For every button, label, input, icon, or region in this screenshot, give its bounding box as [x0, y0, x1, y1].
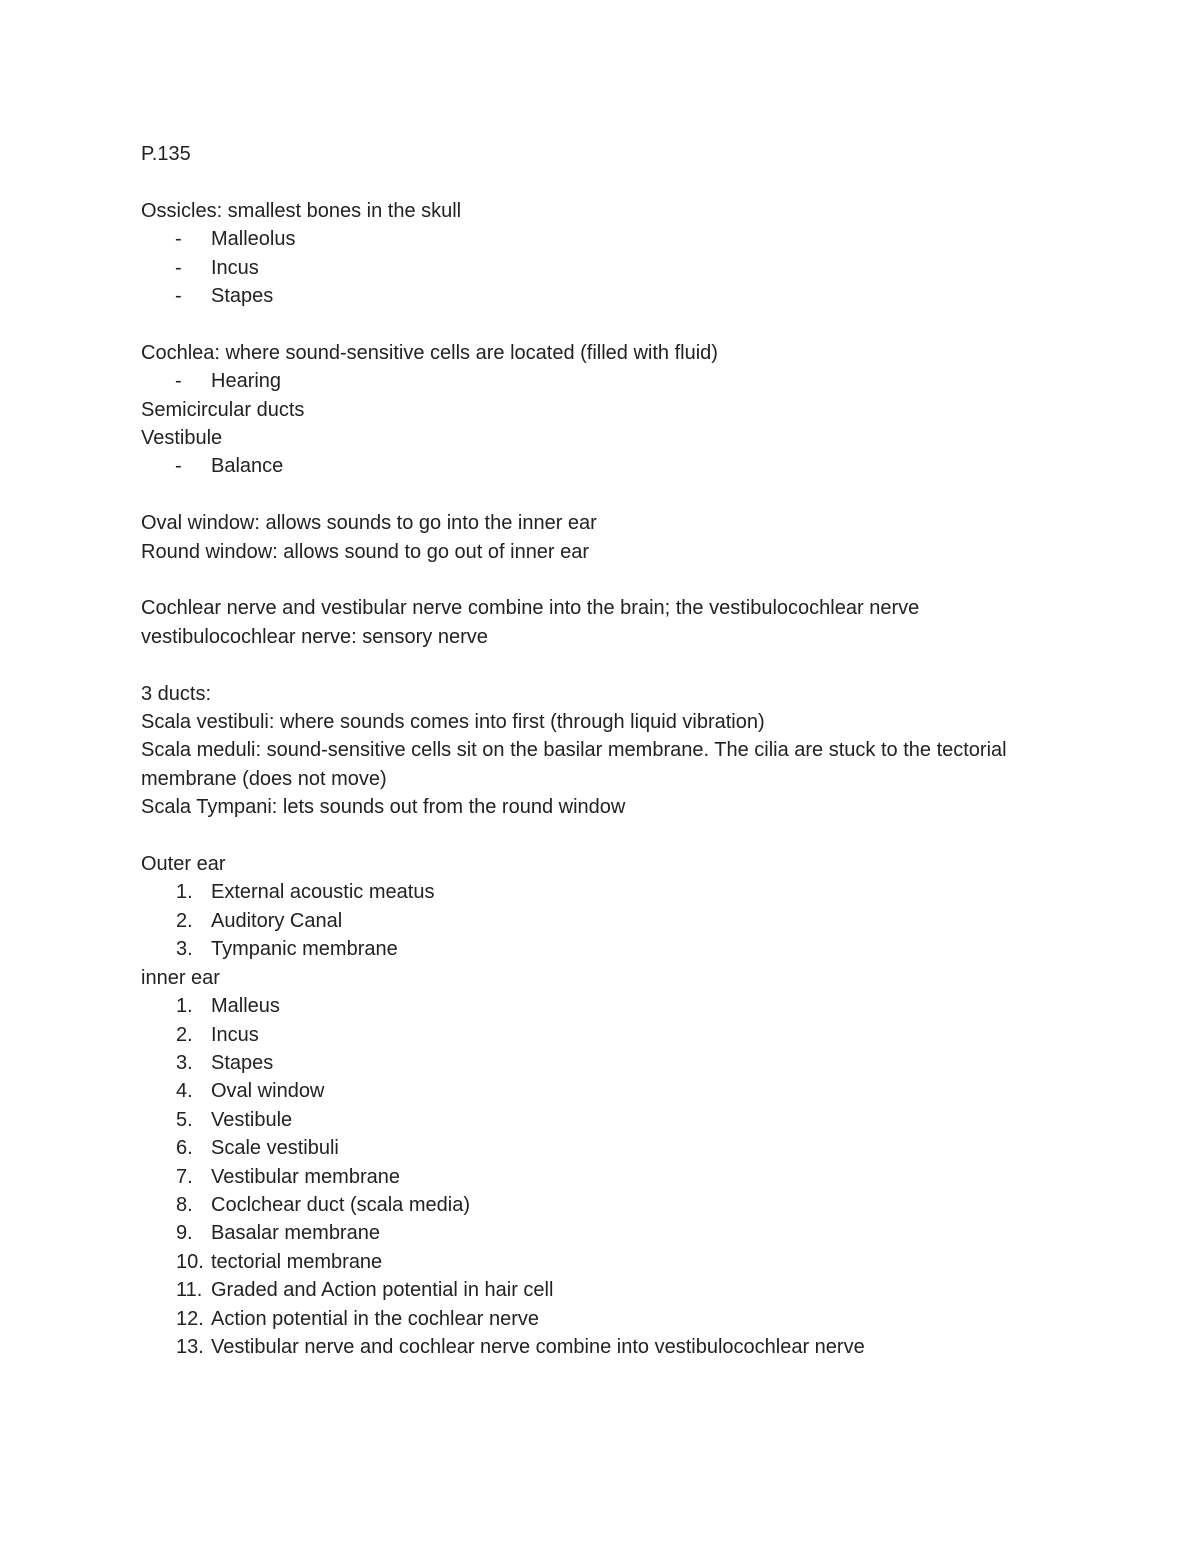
numbered-list-item	[141, 1248, 1021, 1276]
numbered-list-item	[141, 1219, 1021, 1247]
list-number: 1.	[176, 995, 193, 1018]
list-number: 6.	[176, 1137, 193, 1160]
numbered-list-item	[141, 1021, 1021, 1049]
list-item-text: Oval window	[211, 1080, 325, 1103]
list-number: 5.	[176, 1108, 193, 1131]
list-item: - Stapes	[141, 282, 1021, 310]
numbered-list-item	[141, 1305, 1021, 1333]
numbered-list-item	[141, 1276, 1021, 1304]
list-item-text: Graded and Action potential in hair cell	[211, 1279, 554, 1302]
list-number: 10.	[176, 1250, 204, 1273]
semicircular-line: Semicircular ducts	[141, 398, 305, 421]
spacer	[141, 822, 1021, 850]
list-number: 1.	[176, 881, 193, 904]
list-item-text: Scale vestibuli	[211, 1137, 339, 1160]
cochlea-heading: Cochlea: where sound-sensitive cells are located (filled with fluid)	[141, 341, 718, 364]
list-number: 4.	[176, 1080, 193, 1103]
inner-ear-heading: inner ear	[141, 966, 220, 989]
numbered-list-item	[141, 907, 1021, 935]
list-number: 9.	[176, 1222, 193, 1245]
list-number: 2.	[176, 909, 193, 932]
numbered-list-item	[141, 1333, 1021, 1361]
numbered-list-item	[141, 935, 1021, 963]
list-item-text: Vestibular nerve and cochlear nerve combine into vestibulocochlear nerve	[211, 1335, 865, 1358]
ducts-heading: 3 ducts:	[141, 682, 212, 705]
scala-tympani-line: Scala Tympani: lets sounds out from the round window	[141, 796, 626, 819]
numbered-list-item	[141, 992, 1021, 1020]
dash-bullet: -	[175, 228, 182, 251]
dash-bullet: -	[175, 256, 182, 279]
list-item: - Balance	[141, 452, 1021, 480]
list-item-text: Tympanic membrane	[211, 938, 398, 961]
list-item-text: Action potential in the cochlear nerve	[211, 1307, 539, 1330]
list-item-text: Malleus	[211, 995, 280, 1018]
list-item-text: Stapes	[211, 1051, 274, 1074]
list-item-text: Vestibule	[211, 1108, 293, 1131]
oval-window-line: Oval window: allows sounds to go into the inner ear	[141, 512, 597, 535]
numbered-list-item	[141, 878, 1021, 906]
dash-bullet: -	[175, 285, 182, 308]
list-number: 13.	[176, 1335, 204, 1358]
numbered-list-item	[141, 1106, 1021, 1134]
list-number: 7.	[176, 1165, 193, 1188]
list-number: 2.	[176, 1023, 193, 1046]
list-number: 11.	[176, 1279, 203, 1302]
list-number: 12.	[176, 1307, 204, 1330]
list-number: 3.	[176, 938, 193, 961]
spacer	[141, 651, 1021, 679]
list-item-text: Vestibular membrane	[211, 1165, 400, 1188]
nerve-combine-line: Cochlear nerve and vestibular nerve combine into the brain; the vestibulocochlear nerve	[141, 597, 920, 620]
list-item: - Malleolus	[141, 225, 1021, 253]
ossicles-heading: Ossicles: smallest bones in the skull	[141, 199, 462, 222]
list-number: 3.	[176, 1051, 193, 1074]
numbered-list-item	[141, 1049, 1021, 1077]
sensory-nerve-line: vestibulocochlear nerve: sensory nerve	[141, 625, 488, 648]
list-item: - Incus	[141, 254, 1021, 282]
outer-ear-heading: Outer ear	[141, 853, 226, 876]
numbered-list-item	[141, 1077, 1021, 1105]
list-item-text: Auditory Canal	[211, 909, 343, 932]
spacer	[141, 481, 1021, 509]
notes-content	[141, 140, 1021, 1361]
numbered-list-item	[141, 1163, 1021, 1191]
list-number: 8.	[176, 1193, 193, 1216]
inner-ear-list	[141, 992, 1021, 1361]
spacer	[141, 168, 1021, 196]
numbered-list-item	[141, 1191, 1021, 1219]
numbered-list-item	[141, 1134, 1021, 1162]
vestibule-heading: Vestibule	[141, 427, 223, 450]
outer-ear-list	[141, 878, 1021, 963]
list-item-text: tectorial membrane	[211, 1250, 383, 1273]
list-item-text: Coclchear duct (scala media)	[211, 1193, 470, 1216]
list-item-text: Basalar membrane	[211, 1222, 380, 1245]
dash-bullet: -	[175, 455, 182, 478]
list-item: - Hearing	[141, 367, 1021, 395]
list-item-text: External acoustic meatus	[211, 881, 435, 904]
spacer	[141, 310, 1021, 338]
dash-bullet: -	[175, 370, 182, 393]
page-reference: P.135	[141, 143, 191, 165]
list-item-text: Incus	[211, 1023, 259, 1046]
scala-vestibuli-line: Scala vestibuli: where sounds comes into first (through liquid vibration)	[141, 711, 765, 734]
spacer	[141, 566, 1021, 594]
scala-meduli-line: Scala meduli: sound-sensitive cells sit on the basilar membrane. The cilia are stuck to the tectorial membrane (does not move)	[141, 739, 1013, 790]
round-window-line: Round window: allows sound to go out of inner ear	[141, 540, 590, 563]
